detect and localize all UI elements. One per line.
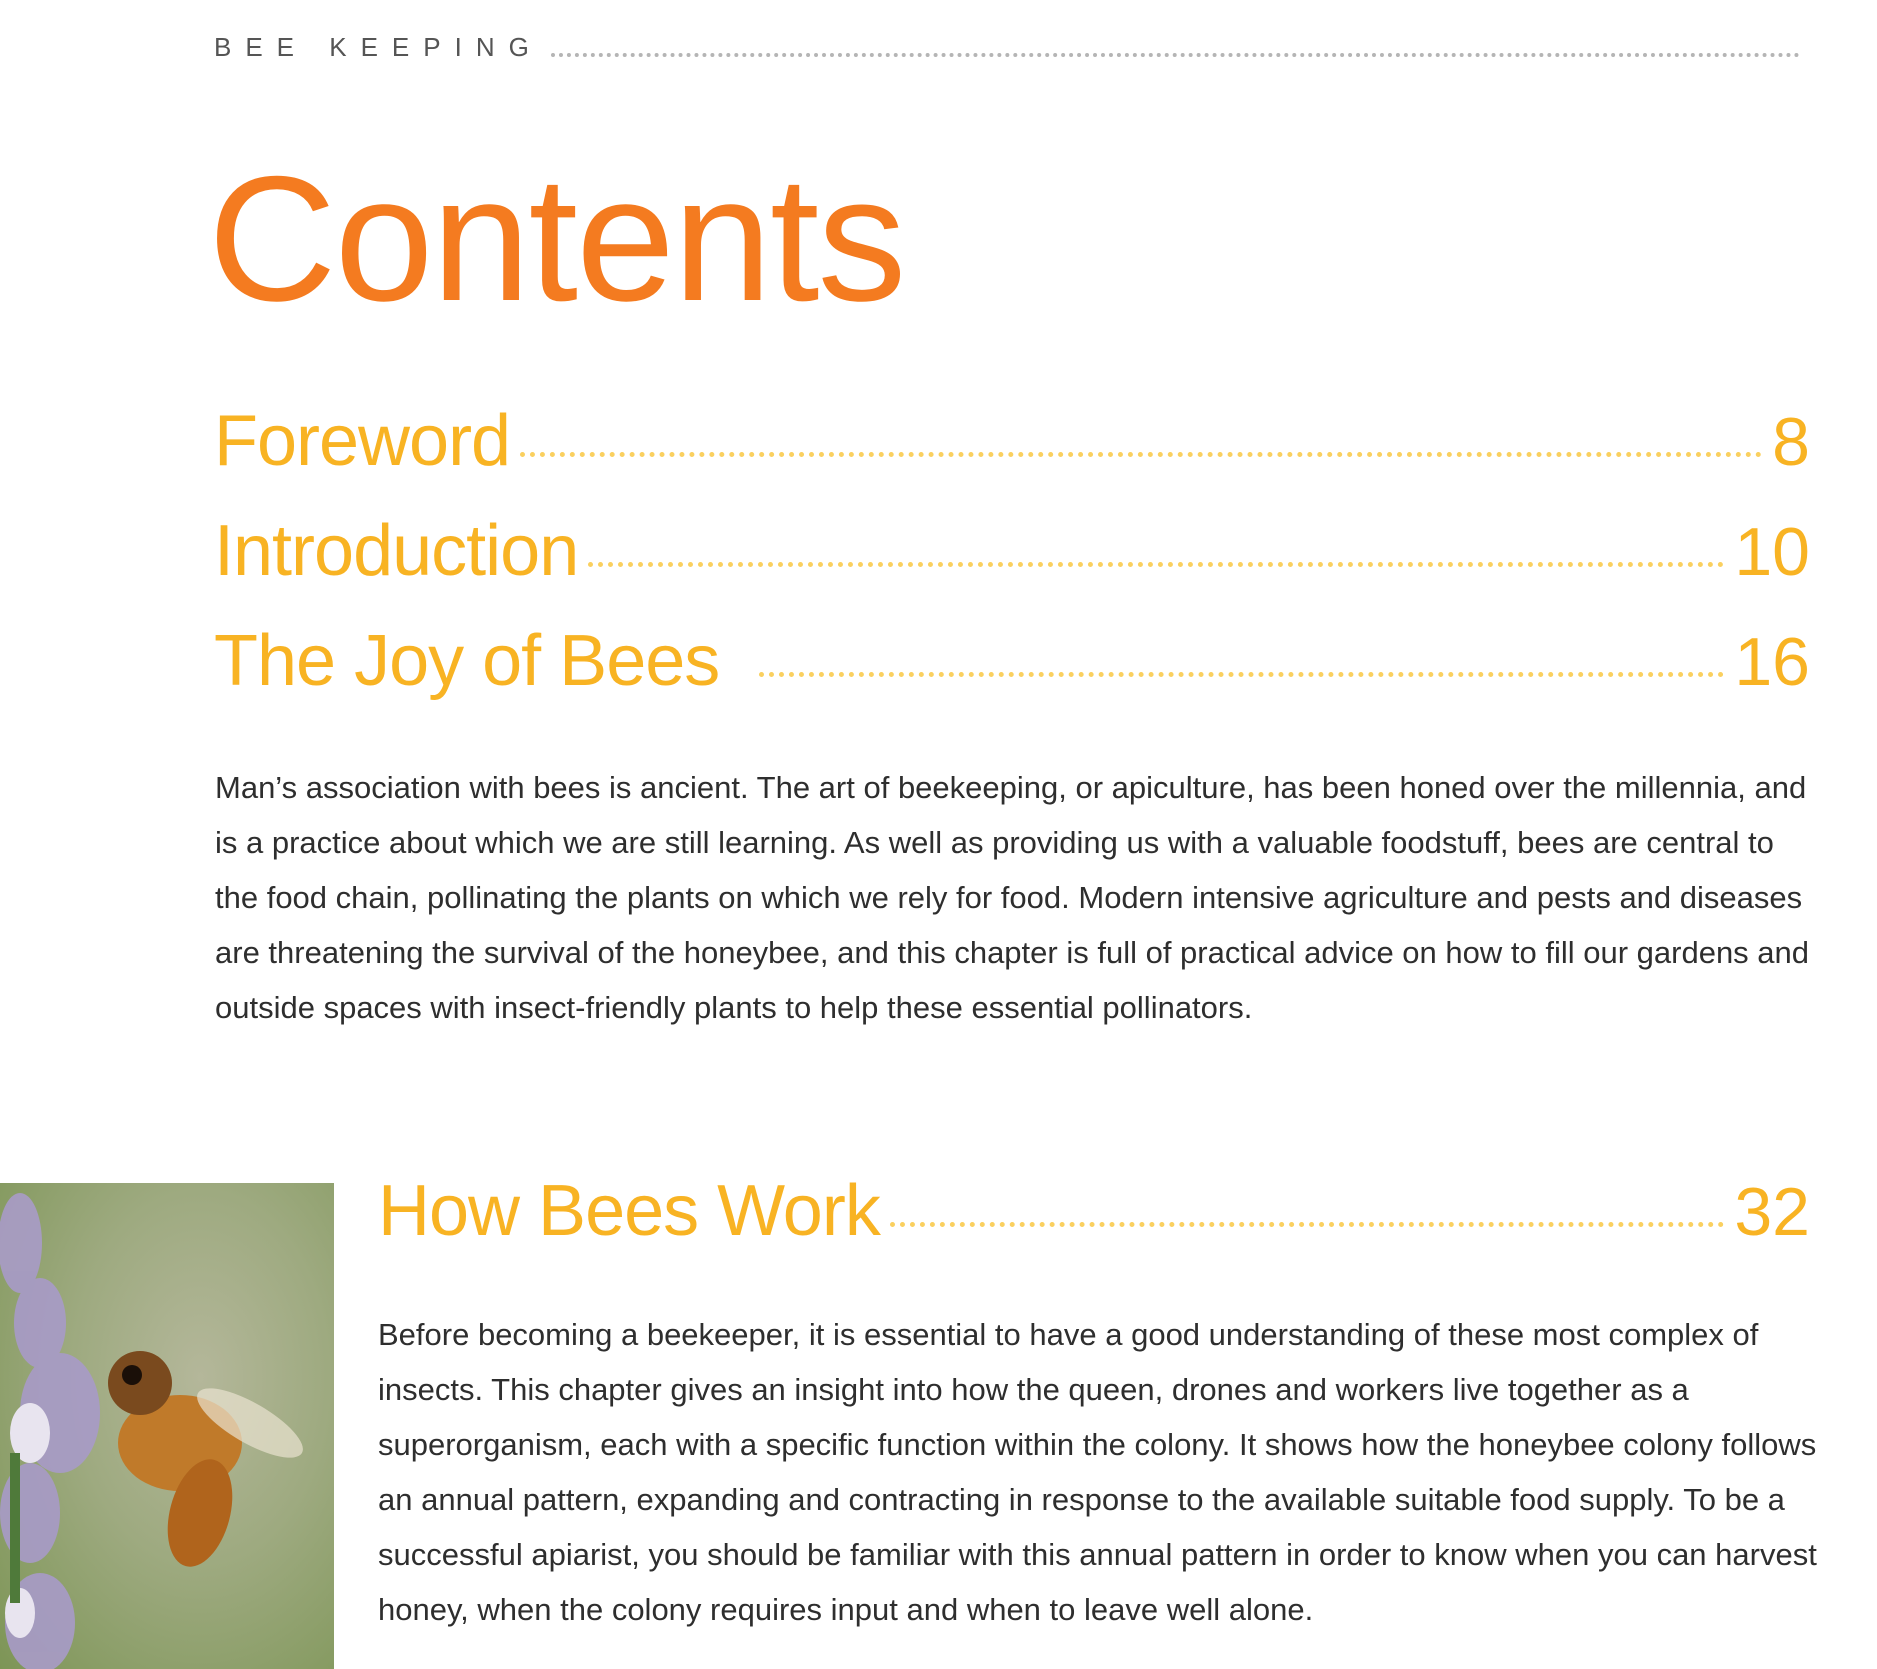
running-head-label: BEE KEEPING bbox=[214, 32, 543, 62]
chapter-description: Man’s association with bees is ancient. The art of beekeeping, or apiculture, has been honed over the millennia, and is a practice about which we are still learning. As well as providing us with a valuable foodstuff, bees are central to the food chain, pollinating the plants on which we rely for food. Modern intensive agriculture and pests and diseases are threatening the survival of the honeybee, and this chapter is full of practical advice on how to fill our gardens and outside spaces with insect-friendly plants to help these essential pollinators. bbox=[215, 770, 1810, 1025]
toc-entry-page: 16 bbox=[1734, 624, 1810, 700]
toc-entry-title: Introduction bbox=[214, 511, 579, 591]
dotted-rule bbox=[551, 39, 1800, 57]
dot-leader bbox=[890, 1222, 1725, 1227]
bee-on-lavender-photo bbox=[0, 1183, 334, 1669]
page-title: Contents bbox=[208, 139, 905, 338]
toc-entry-title: How Bees Work bbox=[378, 1171, 880, 1251]
toc-entry-joy-of-bees[interactable] bbox=[214, 620, 1810, 702]
chapter-description: Before becoming a beekeeper, it is essential to have a good understanding of these most complex of insects. This chapter gives an insight into how the queen, drones and workers live together as a superorganism, each with a specific function within the colony. It shows how the honeybee colony follows an annual pattern, expanding and contracting in response to the available suitable food supply. To be a successful apiarist, you should be familiar with this annual pattern in order to know when you can harvest honey, when the colony requires input and when to leave well alone. bbox=[378, 1317, 1817, 1627]
bee-photo-illustration bbox=[0, 1183, 334, 1669]
toc-entry-foreword[interactable] bbox=[214, 400, 1810, 482]
toc-entry-page: 10 bbox=[1734, 514, 1810, 590]
dot-leader bbox=[759, 672, 1724, 677]
running-head bbox=[214, 32, 1800, 63]
toc-entry-page: 32 bbox=[1734, 1174, 1810, 1250]
dot-leader bbox=[588, 562, 1724, 567]
toc-entry-how-bees-work[interactable] bbox=[378, 1170, 1810, 1252]
toc-entry-introduction[interactable] bbox=[214, 510, 1810, 592]
toc-entry-title: Foreword bbox=[214, 401, 511, 481]
dot-leader bbox=[520, 452, 1762, 457]
toc-entry-title: The Joy of Bees bbox=[214, 621, 720, 701]
toc-entry-page: 8 bbox=[1772, 404, 1810, 480]
